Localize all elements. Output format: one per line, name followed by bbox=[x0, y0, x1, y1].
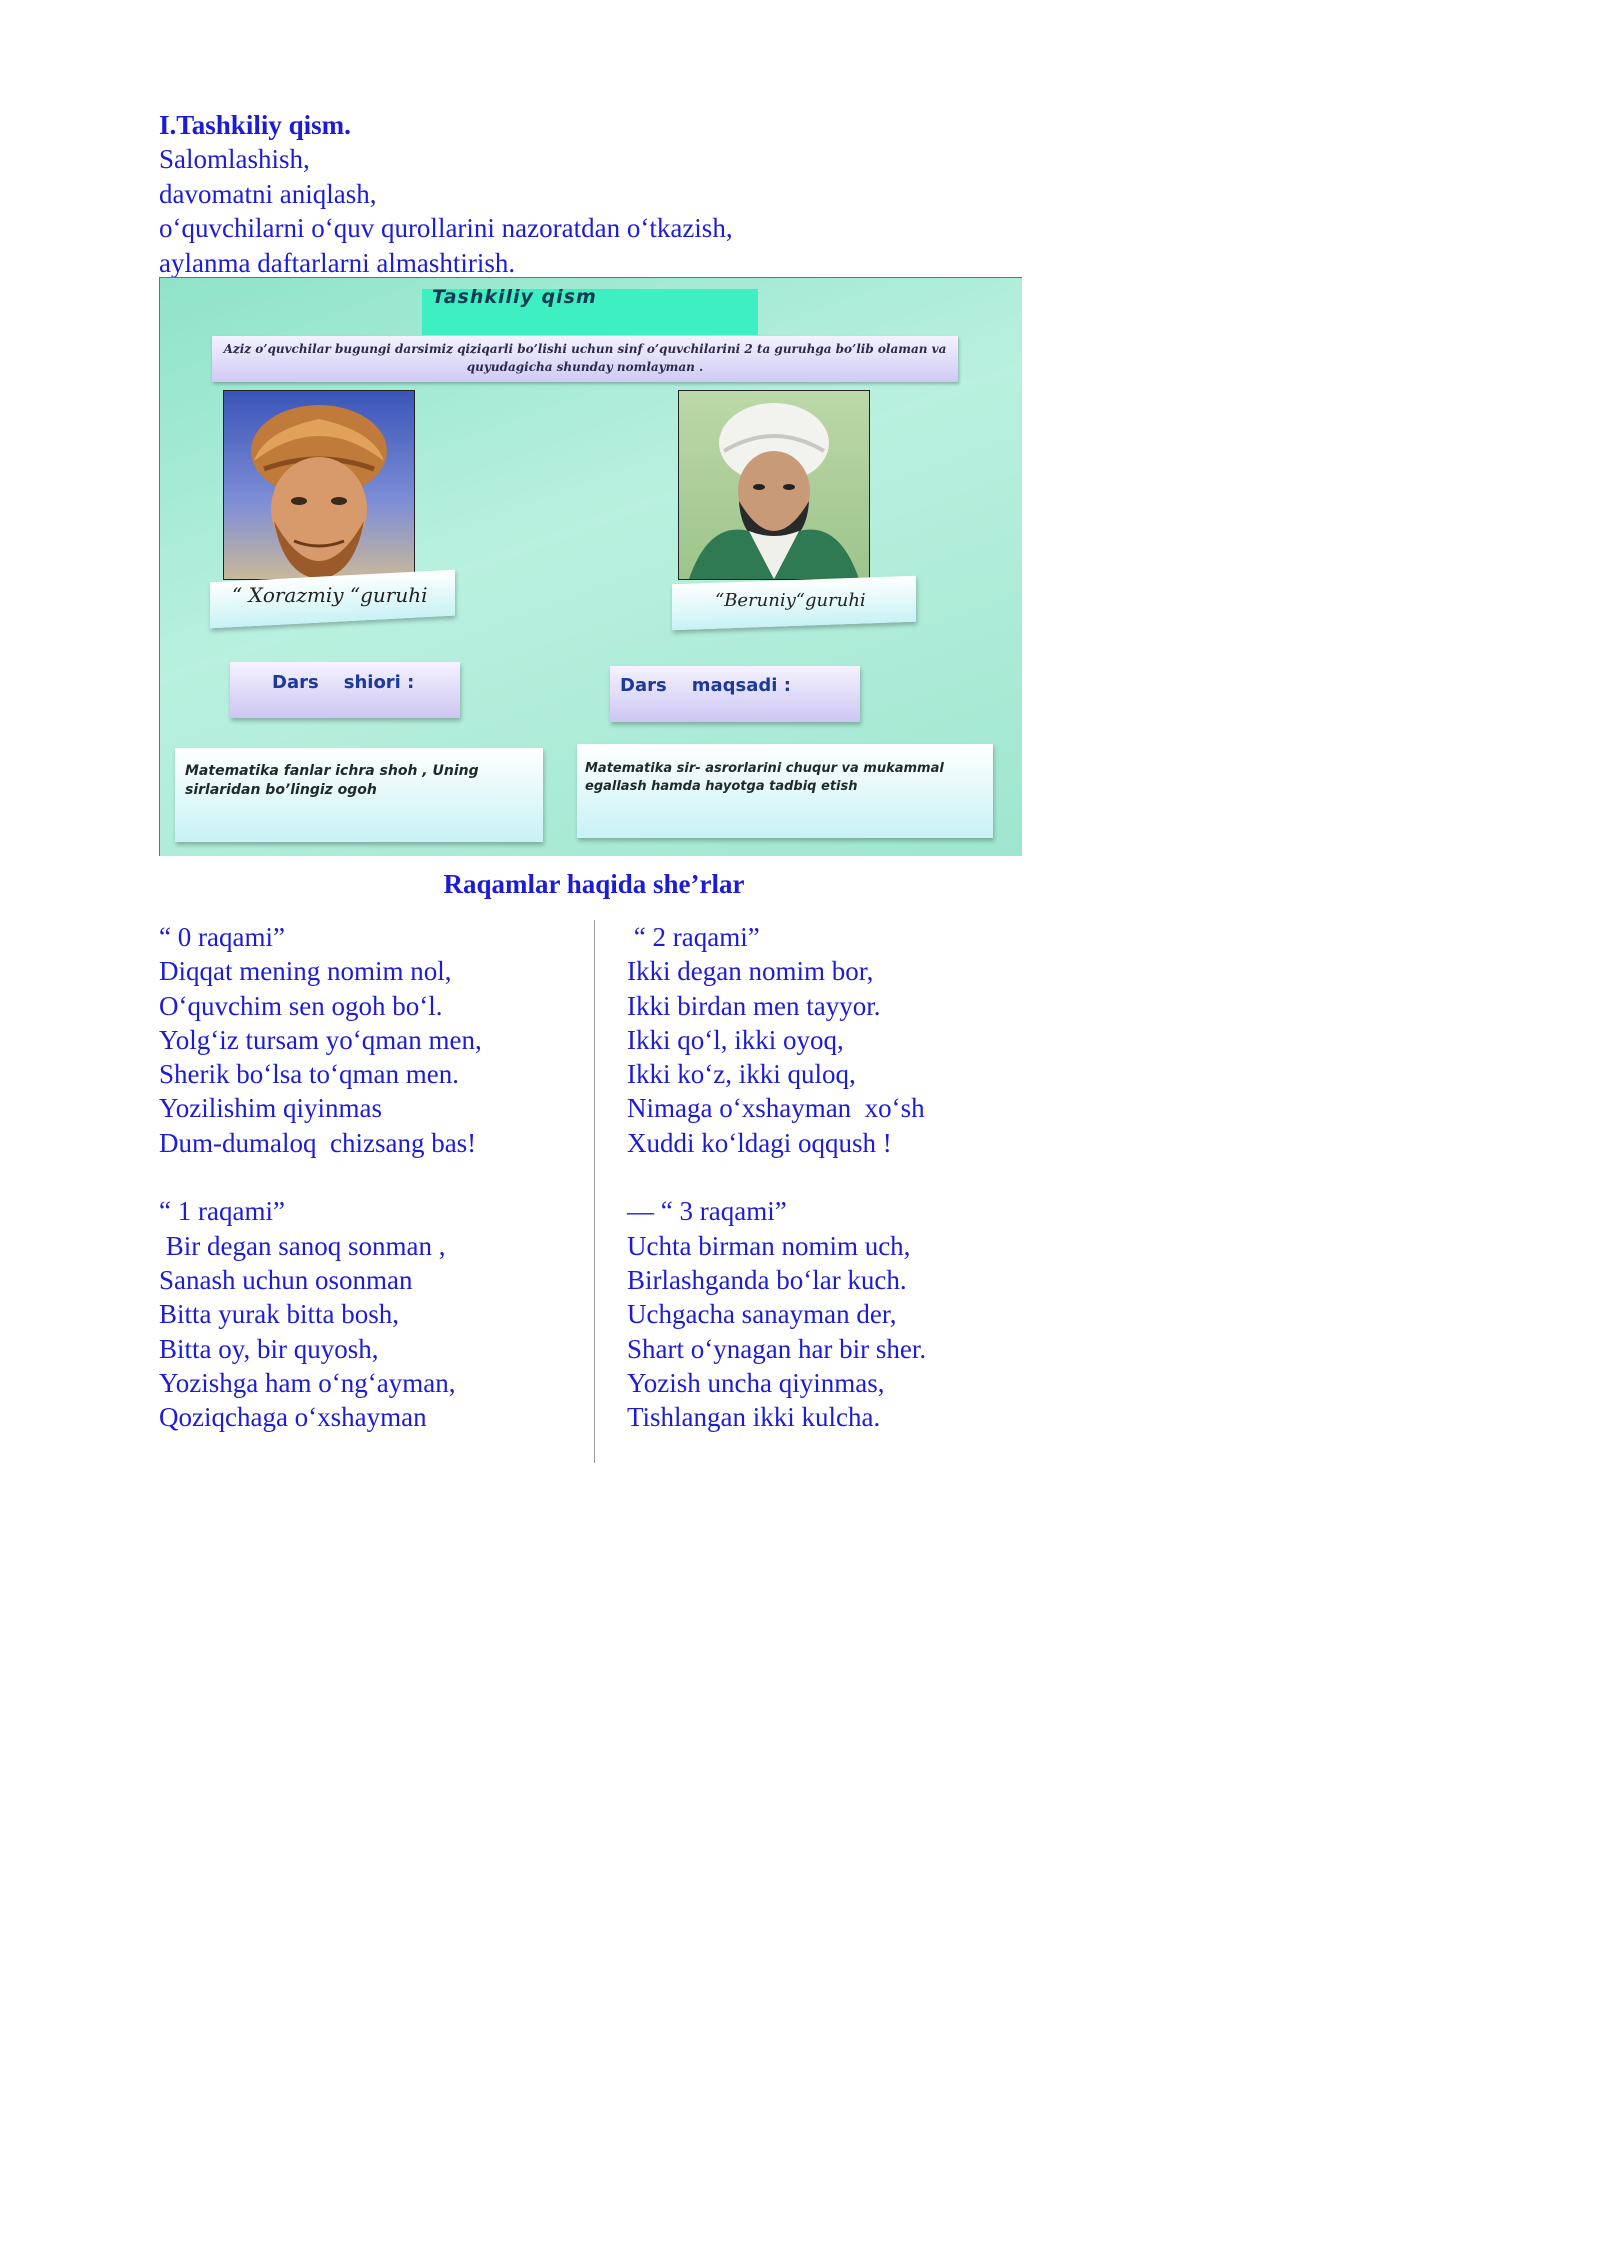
label-maqsad: Dars maqsadi : bbox=[620, 675, 791, 696]
poem-line: Bitta oy, bir quyosh, bbox=[159, 1333, 379, 1364]
xorazmiy-portrait bbox=[223, 390, 415, 580]
poem-title: “ 2 raqami” bbox=[627, 922, 760, 952]
intro-line: aylanma daftarlarni almashtirish. bbox=[159, 247, 516, 278]
poem-line: Yozish uncha qiyinmas, bbox=[627, 1367, 885, 1398]
slide-image bbox=[159, 277, 1022, 856]
document-page bbox=[0, 0, 1120, 1584]
intro-section bbox=[159, 108, 1019, 280]
poem-line: Qoziqchaga o‘xshayman bbox=[159, 1402, 427, 1433]
section-heading: I.Tashkiliy qism. bbox=[159, 110, 351, 140]
poem-line: Ikki ko‘z, ikki quloq, bbox=[627, 1059, 856, 1090]
xorazmiy-portrait-icon bbox=[224, 391, 414, 579]
slide-title: Tashkiliy qism bbox=[432, 286, 597, 308]
label-shior: Dars shiori : bbox=[272, 672, 415, 693]
poem-line: Tishlangan ikki kulcha. bbox=[627, 1402, 881, 1433]
poem-line: Yozilishim qiyinmas bbox=[159, 1093, 383, 1124]
poem-line: Bitta yurak bitta bosh, bbox=[159, 1299, 399, 1330]
poems-right-column bbox=[627, 920, 1047, 1434]
poem-line: Ikki degan nomim bor, bbox=[627, 956, 874, 987]
slide-banner-text: Aziz o’quvchilar bugungi darsimiz qiziqarli bo’lishi uchun sinf o’quvchilarini 2 ta guruhga bo’lib olaman va quyudagicha shunday nomlayman . bbox=[223, 342, 947, 374]
poems-left-column bbox=[159, 920, 579, 1434]
column-divider bbox=[594, 920, 595, 1463]
poem-line: Sherik bo‘lsa to‘qman men. bbox=[159, 1059, 459, 1090]
poem-line: Ikki qo‘l, ikki oyoq, bbox=[627, 1024, 844, 1055]
group-name-xorazmiy: “ Xorazmiy “guruhi bbox=[232, 583, 428, 607]
goal-text: Matematika sir- asrorlarini chuqur va mukammal egallash hamda hayotga tadbiq etish bbox=[585, 761, 944, 794]
poem-title: “ 1 raqami” bbox=[159, 1196, 285, 1227]
intro-line: Salomlashish, bbox=[159, 144, 310, 174]
beruniy-portrait-icon bbox=[679, 391, 869, 579]
poem-line: Yozishga ham o‘ng‘ayman, bbox=[159, 1367, 456, 1398]
poem-line: Birlashganda bo‘lar kuch. bbox=[627, 1264, 907, 1295]
intro-line: o‘quvchilarni o‘quv qurollarini nazoratdan o‘tkazish, bbox=[159, 213, 733, 243]
poem-title: “ 0 raqami” bbox=[159, 922, 285, 952]
poem-line: Sanash uchun osonman bbox=[159, 1264, 413, 1295]
slide-banner bbox=[212, 336, 958, 382]
beruniy-portrait bbox=[678, 390, 870, 580]
poem-title: — “ 3 raqami” bbox=[627, 1196, 787, 1227]
motto-text: Matematika fanlar ichra shoh , Uning sirlaridan bo’lingiz ogoh bbox=[185, 763, 479, 798]
poem-line: Ikki birdan men tayyor. bbox=[627, 990, 881, 1021]
stanza-gap bbox=[627, 1160, 1047, 1194]
poem-line: Dum-dumaloq chizsang bas! bbox=[159, 1127, 477, 1158]
group-name-beruniy: “Beruniy“guruhi bbox=[715, 590, 866, 611]
poem-line: Diqqat mening nomim nol, bbox=[159, 956, 452, 987]
stanza-gap bbox=[159, 1160, 579, 1194]
poem-line: Yolg‘iz tursam yo‘qman men, bbox=[159, 1024, 482, 1055]
poem-line: Uchgacha sanayman der, bbox=[627, 1299, 897, 1330]
intro-line: davomatni aniqlash, bbox=[159, 178, 377, 209]
poem-line: Shart o‘ynagan har bir sher. bbox=[627, 1333, 927, 1364]
poem-line: Bir degan sanoq sonman , bbox=[159, 1230, 446, 1261]
poem-line: Xuddi ko‘ldagi oqqush ! bbox=[627, 1127, 892, 1158]
poem-line: O‘quvchim sen ogoh bo‘l. bbox=[159, 990, 443, 1021]
poems-section-title: Raqamlar haqida she’rlar bbox=[443, 869, 745, 899]
poem-line: Nimaga o‘xshayman xo‘sh bbox=[627, 1093, 925, 1124]
poem-line: Uchta birman nomim uch, bbox=[627, 1230, 911, 1261]
